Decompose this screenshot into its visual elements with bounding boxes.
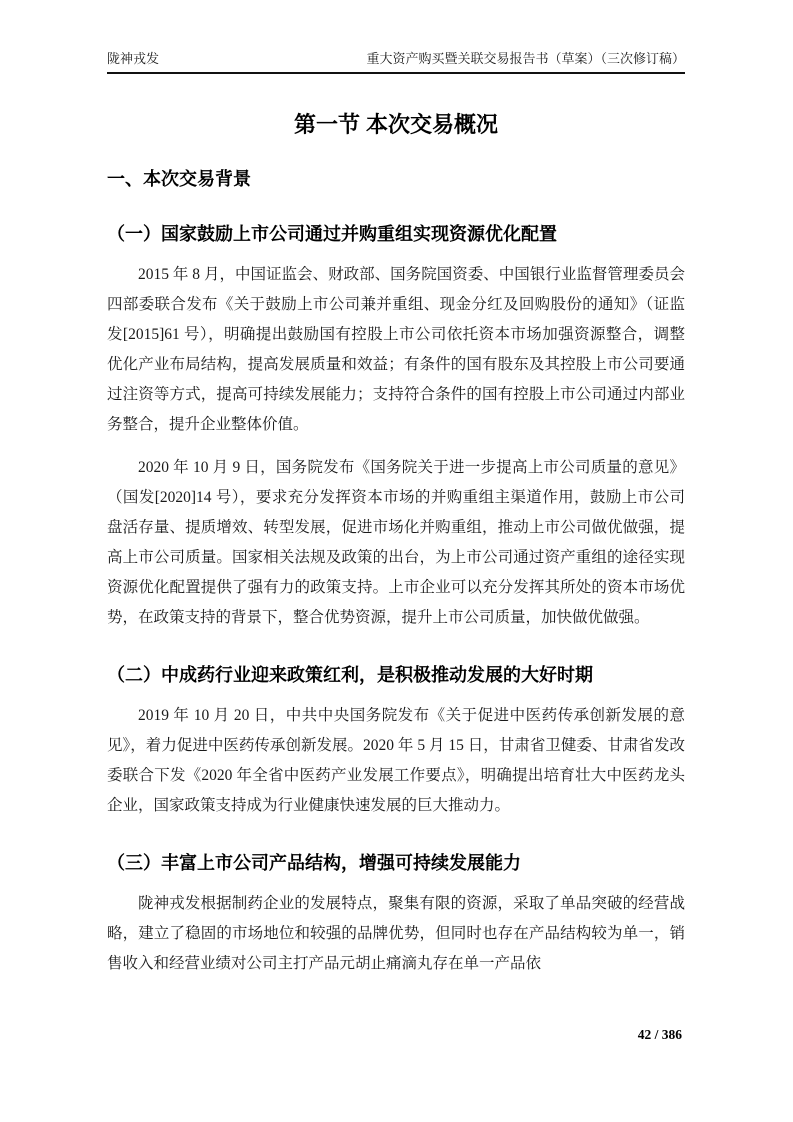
page-header <box>107 50 685 74</box>
section-title: 第一节 本次交易概况 <box>293 112 499 137</box>
page-number: 42 / 386 <box>637 1027 682 1042</box>
document-body <box>107 72 685 979</box>
heading-subsection-3: （三）丰富上市公司产品结构，增强可持续发展能力 <box>107 853 521 873</box>
heading-transaction-background: 一、本次交易背景 <box>107 169 251 189</box>
paragraph-policy-2020: 2020 年 10 月 9 日，国务院发布《国务院关于进一步提高上市公司质量的意见》（国发[2020]14 号），要求充分发挥资本市场的并购重组主渠道作用，鼓励上市公司盘活存量、提质增效、转型发展，促进市场化并购重组，推动上市公司做优做强，提高上市公司质量。国家相关法规及政策的出台，为上市公司通过资产重组的途径实现资源优化配置提供了强有力的政策支持。上市企业可以充分发挥其所处的资本市场优势，在政策支持的背景下，整合优势资源，提升上市公司质量，加快做优做强。 <box>107 459 685 626</box>
heading-subsection-1: （一）国家鼓励上市公司通过并购重组实现资源优化配置 <box>107 224 557 244</box>
header-company-short-name: 陇神戎发 <box>107 51 160 66</box>
header-report-title: 重大资产购买暨关联交易报告书（草案）（三次修订稿） <box>366 51 685 66</box>
paragraph-tcm-policy: 2019 年 10 月 20 日，中共中央国务院发布《关于促进中医药传承创新发展的意见》，着力促进中医药传承创新发展。2020 年 5 月 15 日，甘肃省卫健委、甘肃省发改委联合下发《2020 年全省中医药产业发展工作要点》，明确提出培育壮大中医药龙头企业，国家政策支持成为行业健康快速发展的巨大推动力。 <box>107 707 685 814</box>
heading-subsection-2: （二）中成药行业迎来政策红利，是积极推动发展的大好时期 <box>107 665 593 685</box>
paragraph-policy-2015: 2015 年 8 月，中国证监会、财政部、国务院国资委、中国银行业监督管理委员会四部委联合发布《关于鼓励上市公司兼并重组、现金分红及回购股份的通知》（证监发[2015]61 号），明确提出鼓励国有控股上市公司依托资本市场加强资源整合，调整优化产业布局结构，提高发展质量和效益；有条件的国有股东及其控股上市公司要通过注资等方式，提高可持续发展能力；支持符合条件的国有控股上市公司通过内部业务整合，提升企业整体价值。 <box>107 266 685 433</box>
page-footer <box>107 1026 682 1043</box>
paragraph-product-structure: 陇神戎发根据制药企业的发展特点，聚集有限的资源，采取了单品突破的经营战略，建立了稳固的市场地位和较强的品牌优势，但同时也存在产品结构较为单一，销售收入和经营业绩对公司主打产品元胡止痛滴丸存在单一产品依 <box>107 895 685 972</box>
